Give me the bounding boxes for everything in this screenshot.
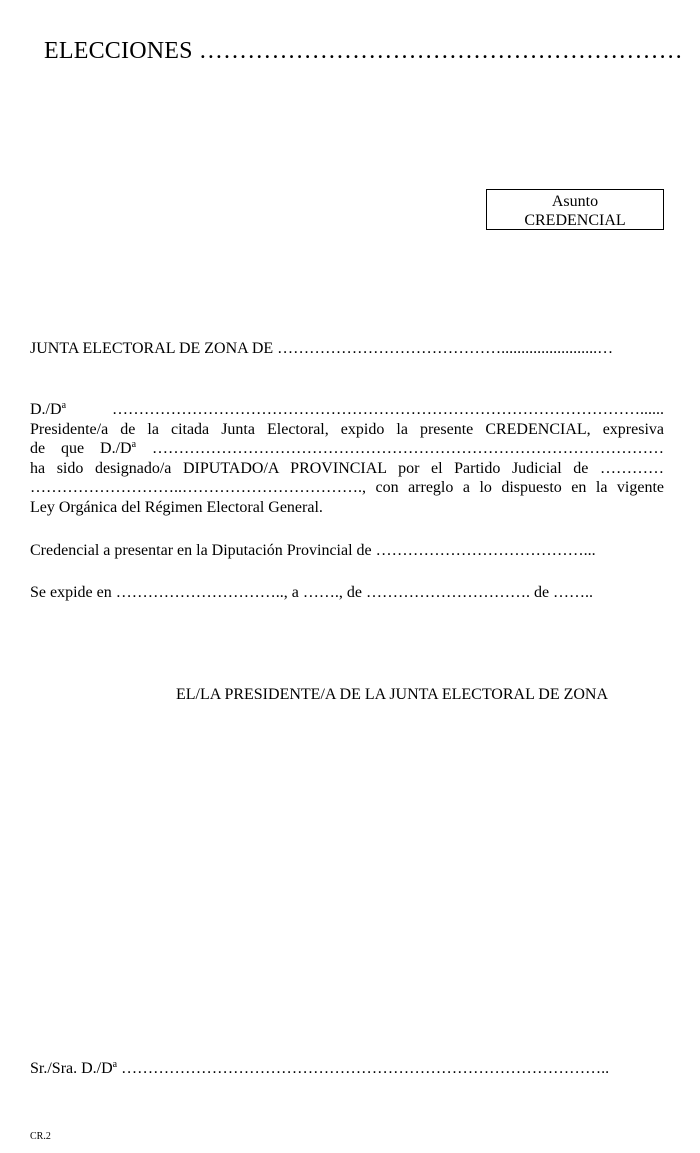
subject-value: CREDENCIAL <box>524 212 626 229</box>
designee-prefix-superscript: a <box>131 439 137 450</box>
credential-presentation-line: Credencial a presentar en la Diputación Provincial de …………………………………... <box>30 542 596 559</box>
recipient-name-dots: ……………………………………………………………………………….. <box>117 1060 610 1077</box>
subject-label: Asunto <box>551 193 599 210</box>
body-line-designation: ha sido designado/a DIPUTADO/A PROVINCIAL por el Partido Judicial de ………… <box>30 459 664 477</box>
document-title: ELECCIONES …………………………………………………… <box>44 38 683 64</box>
form-code: CR.2 <box>30 1131 51 1142</box>
subject-box <box>486 189 664 230</box>
junta-electoral-line: JUNTA ELECTORAL DE ZONA DE ……………………………………........................… <box>30 340 614 357</box>
designee-prefix: de que D./D <box>30 440 132 457</box>
body-line-president: Presidente/a de la citada Junta Electoral, expido la presente CREDENCIAL, expresiva <box>30 420 664 438</box>
holder-prefix-superscript: a <box>61 400 67 411</box>
expedition-line: Se expide en ………………………….., a ……., de …………………………. de …….. <box>30 584 594 601</box>
recipient-prefix: Sr./Sra. D./D <box>30 1060 113 1077</box>
holder-prefix: D./D <box>30 401 62 418</box>
body-line-law: Ley Orgánica del Régimen Electoral General. <box>30 498 323 516</box>
holder-name-line <box>30 400 664 420</box>
recipient-prefix-superscript: a <box>112 1059 118 1070</box>
designee-name-line <box>30 439 664 459</box>
body-line-judicial-district: ………………………..……………………………., con arreglo a lo dispuesto en la vigente <box>30 479 664 496</box>
designee-name-dots: …………………………………………………………………………………… <box>136 440 665 457</box>
signature-title: EL/LA PRESIDENTE/A DE LA JUNTA ELECTORAL DE ZONA <box>176 686 609 703</box>
recipient-line <box>30 1059 609 1079</box>
holder-name-dots: ………………………………………………………………………………………...... <box>66 401 664 418</box>
